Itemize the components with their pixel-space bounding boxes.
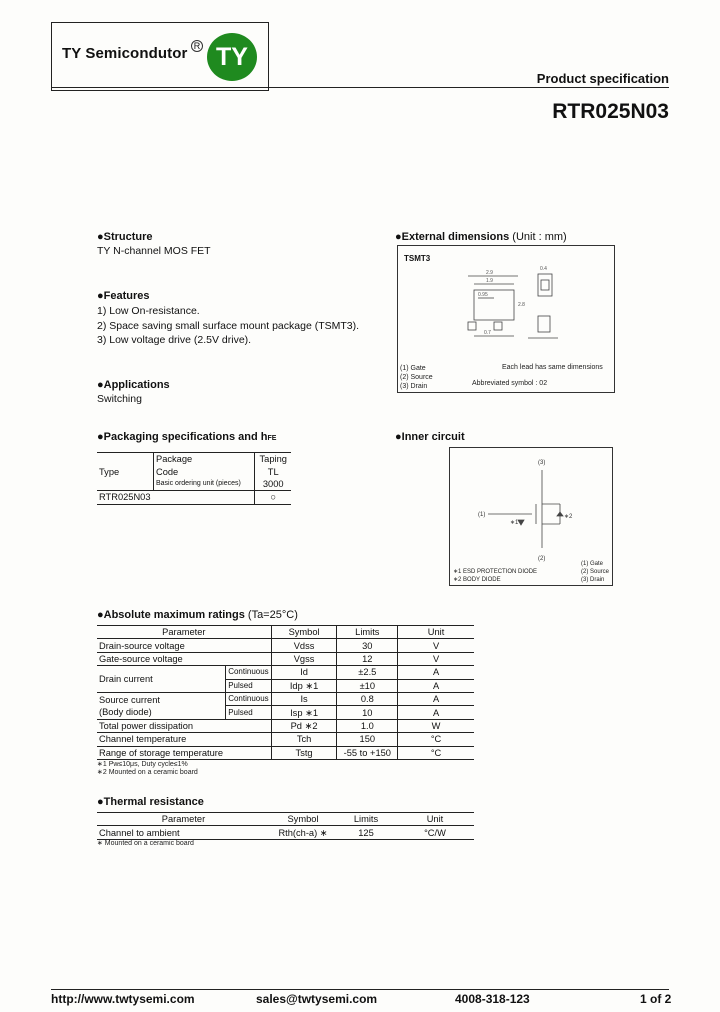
inner-note: ∗2 BODY DIODE — [453, 577, 501, 583]
circuit-label: (3) — [538, 460, 546, 466]
inner-pin: (1) Gate — [581, 561, 604, 567]
table-header: Unit — [398, 626, 474, 639]
table-cell: Drain-source voltage — [99, 640, 185, 651]
structure-title: ●Structure — [97, 231, 153, 243]
table-cell: Pulsed — [226, 706, 271, 719]
svg-text:1.9: 1.9 — [486, 278, 493, 284]
packaging-type-label: Type — [99, 466, 120, 477]
packaging-cell: Basic ordering unit (pieces) — [154, 478, 255, 491]
table-header: Symbol — [271, 626, 337, 639]
absolute-ratings-table — [97, 625, 474, 760]
table-cell: 125 — [358, 827, 374, 838]
packaging-mark: ○ — [255, 491, 291, 504]
table-cell: Vgss — [271, 652, 337, 665]
table-cell: A — [398, 666, 474, 679]
feature-item: 2) Space saving small surface mount package (TSMT3). — [97, 319, 360, 332]
absolute-title: ●Absolute maximum ratings (Ta=25°C) — [97, 609, 298, 621]
table-cell: A — [398, 706, 474, 719]
table-cell: Is — [271, 692, 337, 705]
packaging-cell: Taping — [255, 453, 291, 466]
table-cell: Tch — [271, 733, 337, 746]
table-cell: ±10 — [337, 679, 398, 692]
source-current-cell: Source current (Body diode) — [99, 694, 160, 717]
packaging-title: ●Packaging specifications and hFE — [97, 431, 277, 443]
footer-phone: 4008-318-123 — [455, 992, 530, 1006]
table-header: Symbol — [287, 814, 319, 825]
footer-page: 1 of 2 — [640, 992, 672, 1006]
structure-text: TY N-channel MOS FET — [97, 245, 211, 257]
thermal-table — [97, 812, 474, 840]
thermal-title: ●Thermal resistance — [97, 796, 204, 808]
table-cell: Gate-source voltage — [99, 653, 183, 664]
packaging-cell: Package — [154, 453, 255, 466]
thermal-note: ∗ Mounted on a ceramic board — [97, 840, 194, 847]
table-cell: °C — [398, 746, 474, 759]
circuit-label: ∗2 — [564, 514, 573, 520]
svg-text:0.95: 0.95 — [478, 292, 488, 298]
svg-text:2.8: 2.8 — [518, 302, 525, 308]
table-cell: Id — [271, 666, 337, 679]
table-cell: Isp ∗1 — [271, 706, 337, 719]
table-header: Unit — [426, 814, 444, 825]
packaging-table — [97, 452, 291, 505]
table-cell: Pd ∗2 — [271, 719, 337, 732]
table-cell: Range of storage temperature — [99, 747, 224, 758]
table-cell: W — [398, 719, 474, 732]
table-cell: V — [398, 652, 474, 665]
circuit-label: ∗1 — [510, 520, 519, 526]
applications-title: ●Applications — [97, 379, 170, 391]
svg-text:0.7: 0.7 — [484, 330, 491, 336]
table-cell: Total power dissipation — [99, 720, 194, 731]
external-title: ●External dimensions (Unit : mm) — [395, 231, 567, 243]
inner-pin: (2) Source — [581, 569, 610, 575]
table-cell: Rth(ch-a) ∗ — [278, 827, 328, 838]
svg-text:2.9: 2.9 — [486, 270, 493, 276]
feature-item: 3) Low voltage drive (2.5V drive). — [97, 334, 252, 346]
table-header: Parameter — [162, 627, 206, 638]
footer-divider — [51, 989, 669, 990]
table-cell: Continuous — [226, 666, 271, 679]
header-divider — [51, 87, 669, 88]
absolute-note: ∗1 Pw≤10μs, Duty cycle≤1% — [97, 761, 188, 768]
svg-text:0.4: 0.4 — [540, 266, 547, 272]
table-header: Limits — [337, 626, 398, 639]
table-cell: 10 — [337, 706, 398, 719]
table-cell: 0.8 — [337, 692, 398, 705]
company-name: TY Semicondutor — [62, 45, 188, 62]
table-cell: Continuous — [226, 692, 271, 705]
circuit-label: (1) — [478, 512, 486, 518]
table-cell: A — [398, 692, 474, 705]
features-title: ●Features — [97, 290, 150, 302]
registered-mark: R — [191, 40, 203, 52]
packaging-cell: 3000 — [255, 478, 291, 491]
part-number: RTR025N03 — [552, 100, 669, 123]
table-cell: -55 to +150 — [337, 746, 398, 759]
footer-url[interactable]: http://www.twtysemi.com — [51, 992, 195, 1006]
table-cell: 12 — [337, 652, 398, 665]
table-cell: Vdss — [271, 639, 337, 652]
table-header: Limits — [353, 814, 379, 825]
packaging-part: RTR025N03 — [99, 492, 151, 503]
external-note: Each lead has same dimensions — [502, 364, 603, 371]
package-name: TSMT3 — [404, 254, 431, 263]
table-cell: 150 — [337, 733, 398, 746]
applications-text: Switching — [97, 393, 142, 405]
table-cell: 30 — [337, 639, 398, 652]
inner-circuit-box — [449, 447, 613, 586]
table-cell: Tstg — [271, 746, 337, 759]
table-cell: Pulsed — [226, 679, 271, 692]
table-cell: Channel to ambient — [99, 827, 180, 838]
packaging-cell: TL — [255, 465, 291, 477]
packaging-cell: Code — [154, 465, 255, 477]
inner-circuit-title: ●Inner circuit — [395, 431, 465, 443]
external-pin: (3) Drain — [400, 383, 428, 390]
external-dimensions-box — [397, 245, 615, 393]
absolute-note: ∗2 Mounted on a ceramic board — [97, 769, 198, 776]
abbreviated-symbol: Abbreviated symbol : 02 — [472, 380, 548, 387]
footer-email[interactable]: sales@twtysemi.com — [256, 992, 378, 1006]
table-cell: °C — [398, 733, 474, 746]
table-cell: °C/W — [424, 827, 446, 838]
inner-note: ∗1 ESD PROTECTION DIODE — [453, 569, 538, 575]
inner-pin: (3) Drain — [581, 577, 605, 583]
table-cell: 1.0 — [337, 719, 398, 732]
table-cell: ±2.5 — [337, 666, 398, 679]
table-header: Parameter — [161, 814, 206, 825]
table-cell: A — [398, 679, 474, 692]
table-cell: Channel temperature — [99, 734, 187, 745]
product-spec-label: Product specification — [536, 71, 669, 86]
table-cell: Drain current — [99, 674, 153, 685]
company-logo: TY — [207, 33, 257, 81]
external-pin: (1) Gate — [400, 365, 426, 372]
table-cell: V — [398, 639, 474, 652]
table-cell: Idp ∗1 — [271, 679, 337, 692]
external-pin: (2) Source — [400, 374, 433, 381]
circuit-label: (2) — [538, 556, 546, 562]
feature-item: 1) Low On-resistance. — [97, 305, 200, 317]
